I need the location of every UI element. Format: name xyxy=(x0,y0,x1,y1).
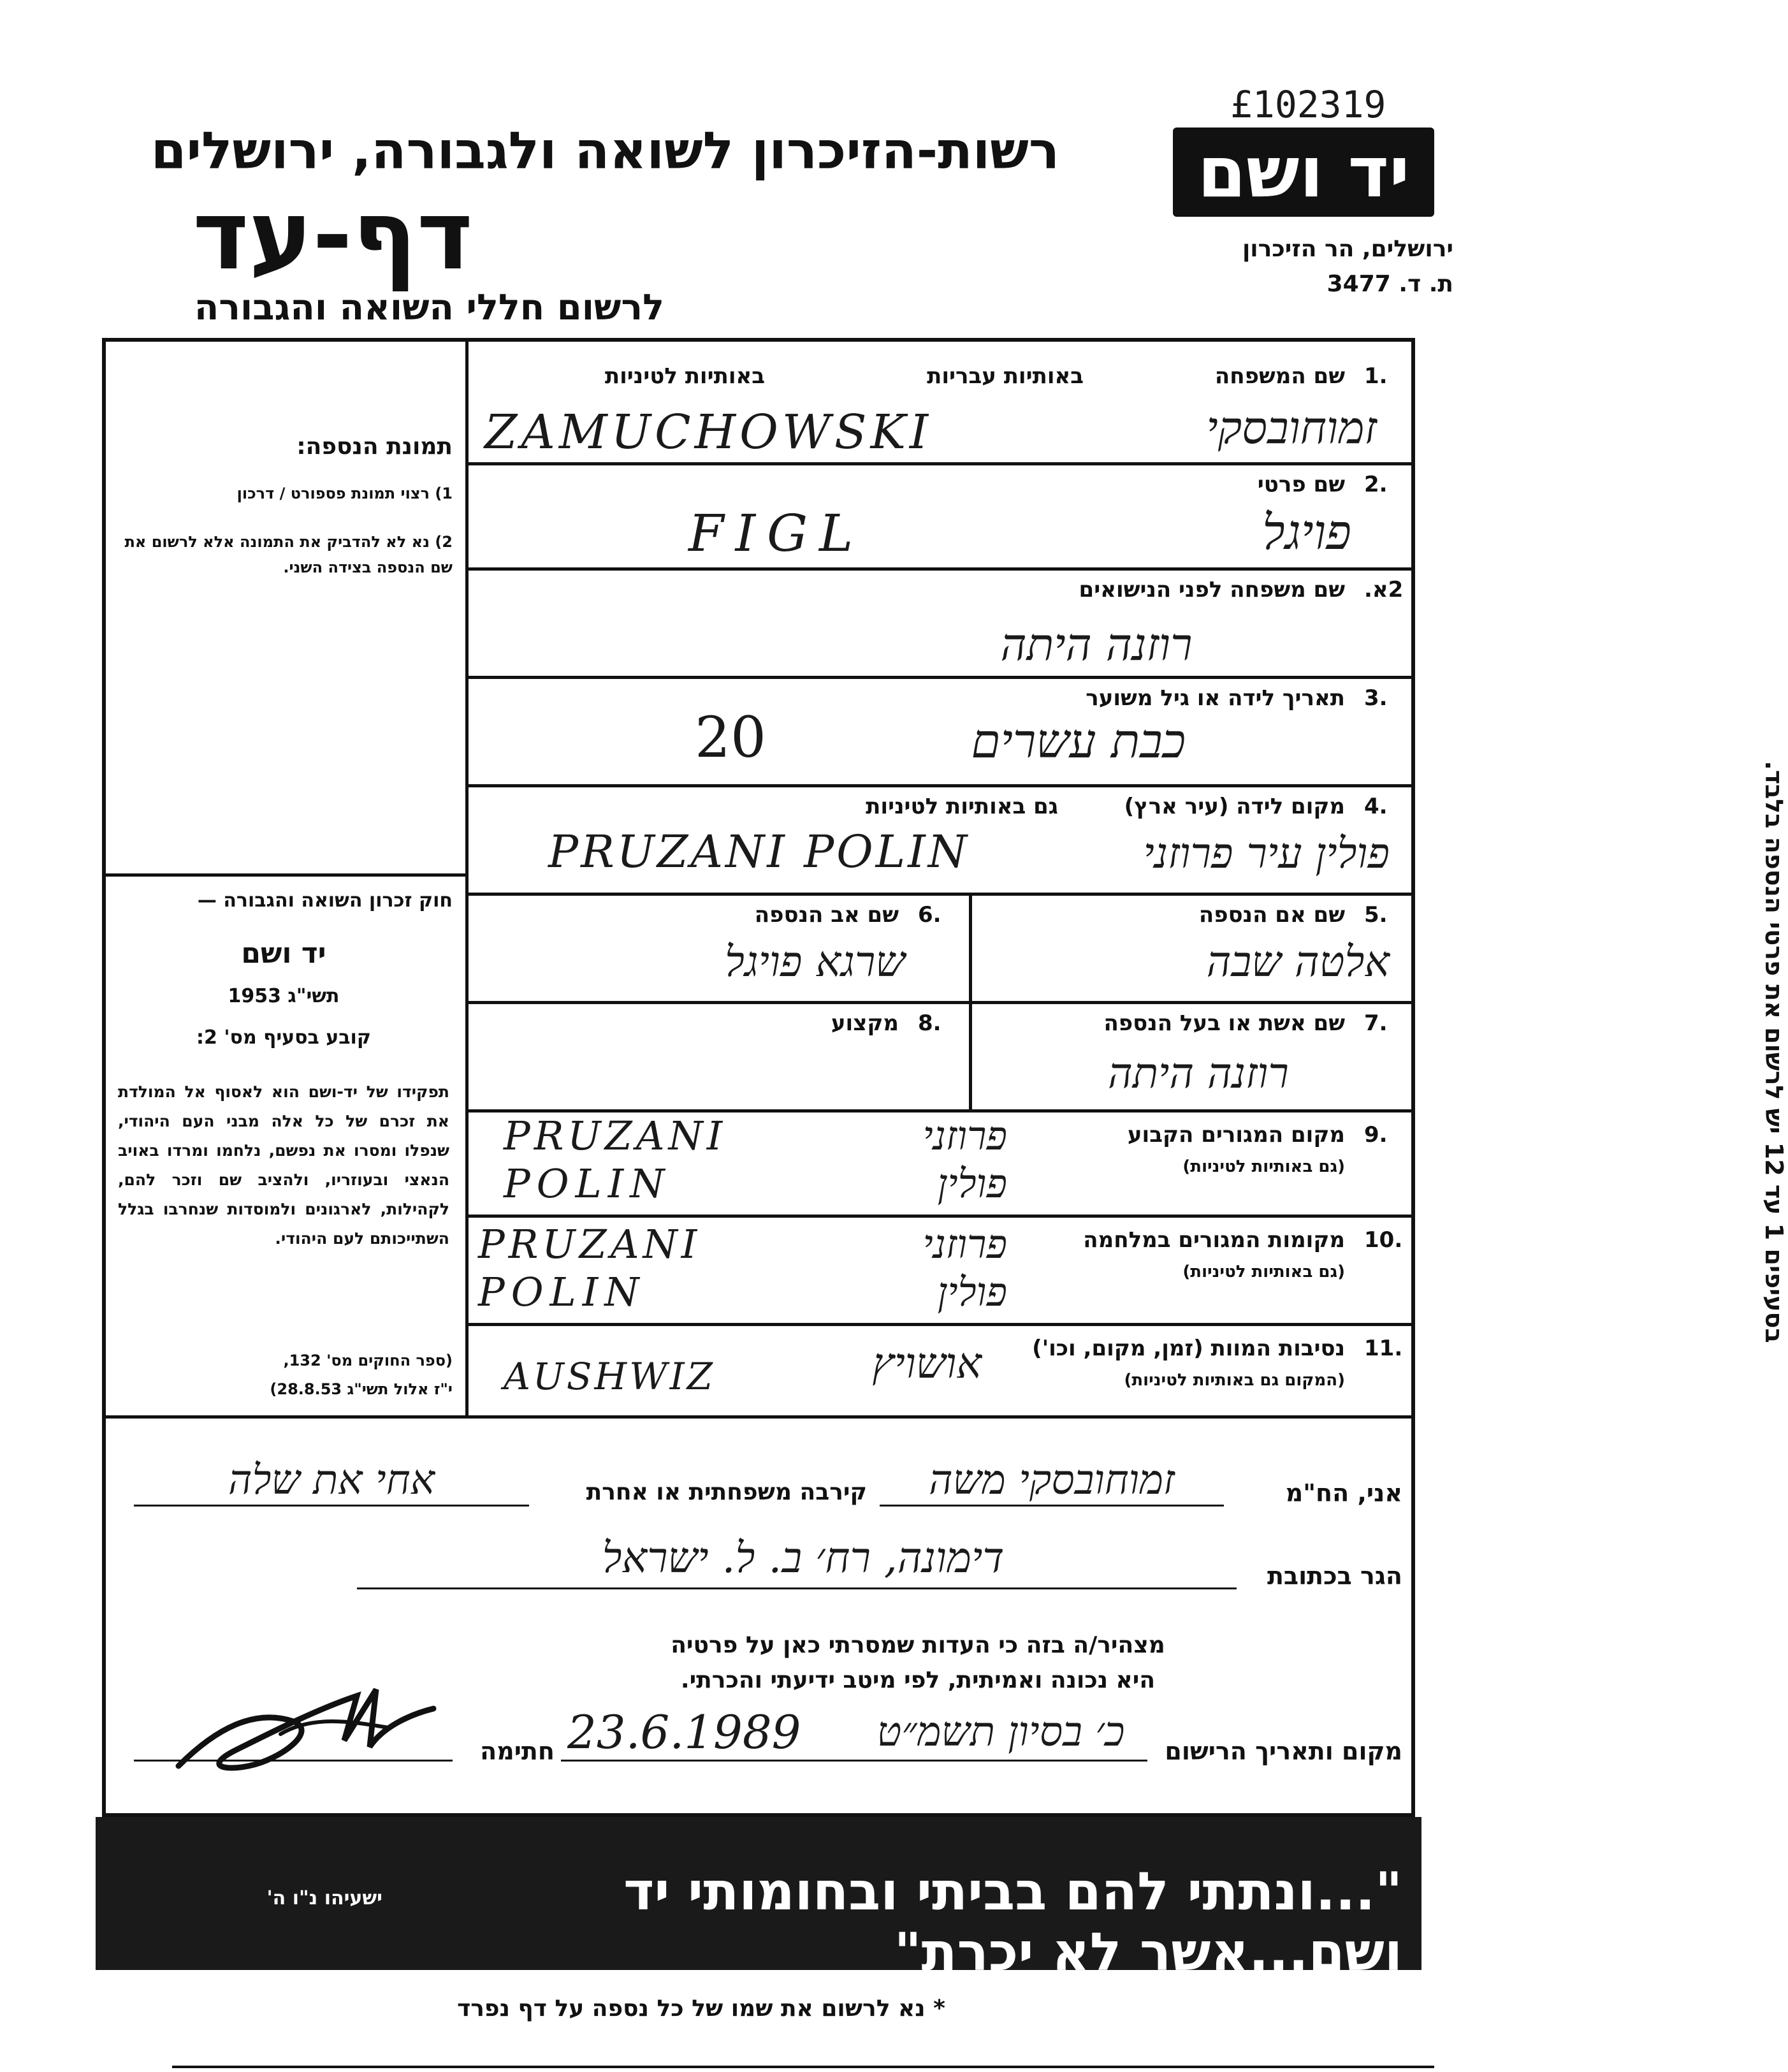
field9-value-he1: פרוזני xyxy=(922,1113,1007,1159)
field10-label: מקומות המגורים במלחמה xyxy=(1083,1227,1345,1253)
field7-num: .7 xyxy=(1364,1010,1388,1036)
address-line1: ירושלים, הר הזיכרון xyxy=(1242,236,1453,262)
declaration-relation: אחי את שלה xyxy=(228,1457,435,1504)
address-line2: ת. ד. 3477 xyxy=(1326,271,1453,297)
field10-value-latin2: POLIN xyxy=(478,1269,646,1315)
footer-note: * נא לרשום את שמו של כל נספה על דף נפרד xyxy=(457,1995,945,2022)
field11-value-he: אושויץ xyxy=(872,1339,982,1388)
side-note: בסעיפים 1 עד 12 יש לרשום את פרטי הנספה בלבד. xyxy=(1760,761,1788,1343)
field2a-value-he: רוזנה היתה xyxy=(1000,618,1193,671)
photo-box-title: תמונת הנספה: xyxy=(296,434,453,460)
field11-label2: (המקום גם באותיות לטיניות) xyxy=(1124,1371,1345,1390)
banner-quote: "...ונתתי להם בביתי ובחומותי יד ושם...אשר לא יכרת" xyxy=(623,1862,1402,1983)
field3-value-he: כבת עשרים xyxy=(971,714,1186,769)
field11-num: .11 xyxy=(1364,1336,1403,1361)
field10-value-he1: פרוזני xyxy=(922,1221,1007,1267)
field11-label: נסיבות המוות (זמן, מקום, וכו') xyxy=(1032,1336,1345,1361)
field5-value-he: אלטה שבה xyxy=(1206,937,1390,986)
declaration-date: 23.6.1989 xyxy=(567,1705,801,1759)
field10-value-latin1: PRUZANI xyxy=(478,1221,701,1267)
law-body: תפקידו של יד-ושם הוא לאסוף אל המולדת את זכרם של כל אלה מבני העם היהודי, שנפלו ומסרו את נפשם, נלחמו ומרדו באויב הנאצי ובעוזריו, ולהציב שם וזכר להם, לקהילות, לארגונים ולמוסדות שנחרבו בגלל השתייכותם לעם היהודי. xyxy=(118,1083,449,1248)
field3-label: תאריך לידה או גיל משוער xyxy=(1086,685,1345,711)
declaration-signature-label: חתימה xyxy=(480,1737,555,1765)
declaration-statement1: מצהיר/ה בזה כי העדות שמסרתי כאן על פרטיה xyxy=(671,1632,1165,1658)
field2-label: שם פרטי xyxy=(1257,472,1345,497)
declaration-place-date-label: מקום ותאריך הרישום xyxy=(1165,1737,1402,1765)
field1-label: שם המשפחה xyxy=(1214,363,1345,389)
field9-label2: (גם באותיות לטיניות) xyxy=(1182,1157,1345,1176)
field6-num: .6 xyxy=(918,902,941,928)
left-column-divider xyxy=(465,338,469,1415)
field8-label: מקצוע xyxy=(831,1010,899,1036)
field9-value-he2: פולין xyxy=(937,1160,1007,1207)
field9-value-latin2: POLIN xyxy=(504,1160,671,1207)
law-title: חוק זכרון השואה והגבורה — xyxy=(197,889,453,912)
field5-label: שם אם הנספה xyxy=(1198,902,1345,928)
field1-num: .1 xyxy=(1364,363,1388,389)
org-title: רשות-הזיכרון לשואה ולגבורה, ירושלים xyxy=(150,121,1059,180)
serial-number: £102319 xyxy=(1230,83,1386,126)
declaration-address-label: הגר בכתובת xyxy=(1267,1562,1402,1590)
declaration-address: דימונה, רח׳ ב. ל. ישראל xyxy=(602,1533,1005,1582)
field10-value-he2: פולין xyxy=(937,1269,1007,1315)
field10-label2: (גם באותיות לטיניות) xyxy=(1182,1262,1345,1281)
field2-value-latin: FIGL xyxy=(688,504,865,563)
field7-value-he: רוזנה היתה xyxy=(1108,1049,1289,1098)
photo-box-item2: 2) נא לא להדביק את התמונה אלא לרשום את שם הנספה בצידה השני. xyxy=(124,533,453,576)
field1-value-he: זמוחובסקי xyxy=(1206,402,1377,454)
field3-num: .3 xyxy=(1364,685,1388,711)
field1-value-latin: ZAMUCHOWSKI xyxy=(484,405,933,460)
declaration-date-he: כ׳ בסיון תשמ״ט xyxy=(876,1709,1125,1756)
field1-col-hebrew: באותיות עבריות xyxy=(927,363,1084,389)
field4-label2: גם באותיות לטיניות xyxy=(866,794,1058,819)
field8-num: .8 xyxy=(918,1010,941,1036)
field4-num: .4 xyxy=(1364,794,1388,819)
left-split xyxy=(102,873,469,877)
field2-value-he: פויגל xyxy=(1262,504,1351,560)
field7-label: שם אשת או בעל הנספה xyxy=(1103,1010,1345,1036)
field3-value-num: 20 xyxy=(695,704,766,770)
footer-rule xyxy=(172,2066,1434,2068)
photo-box-item1: 1) רצוי תמונת פספורט / דרכון xyxy=(236,485,453,502)
field2a-label: שם משפחה לפני הנישואים xyxy=(1079,577,1345,602)
law-year: תשי"ג 1953 xyxy=(228,985,340,1007)
declaration-relation-label: קירבה משפחתית או אחרת xyxy=(586,1479,867,1505)
law-source2: י"ז אלול תשי"ג 28.8.53) xyxy=(270,1380,453,1398)
declaration-statement2: היא נכונה ואמיתית, לפי מיטב ידיעתי והכרתי. xyxy=(680,1667,1156,1693)
field9-label: מקום המגורים הקבוע xyxy=(1127,1122,1345,1148)
field4-value-latin: PRUZANI POLIN xyxy=(548,826,970,878)
banner-source: ישעיהו נ"ו ה' xyxy=(266,1887,382,1909)
law-source1: (ספר החוקים מס' 132, xyxy=(283,1352,453,1369)
field9-num: .9 xyxy=(1364,1122,1388,1148)
law-name: יד ושם xyxy=(241,937,326,970)
signature-image xyxy=(166,1670,446,1785)
field9-value-latin1: PRUZANI xyxy=(504,1113,727,1159)
field4-label: מקום לידה (עיר ארץ) xyxy=(1124,794,1345,819)
page-title: דף-עד xyxy=(193,180,473,291)
field2-num: .2 xyxy=(1364,472,1388,497)
quote-banner xyxy=(96,1817,1421,1983)
field5-num: .5 xyxy=(1364,902,1388,928)
field11-value-latin: AUSHWIZ xyxy=(504,1355,715,1398)
declaration-ani: אני, הח"מ xyxy=(1285,1479,1402,1507)
field4-value-he: פולין עיר פרוזני xyxy=(1143,829,1390,878)
field6-value-he: שרגא פויגל xyxy=(725,937,905,986)
field1-col-latin: באותיות לטיניות xyxy=(604,363,765,389)
yad-vashem-logo: יד ושם xyxy=(1173,128,1434,217)
law-clause: קובע בסעיף מס' 2: xyxy=(196,1026,371,1049)
declaration-name: זמוחובסקי משה xyxy=(929,1457,1175,1504)
field6-label: שם אב הנספה xyxy=(754,902,899,928)
field10-num: .10 xyxy=(1364,1227,1403,1253)
field2a-num: 2א. xyxy=(1364,577,1404,602)
subtitle: לרשום חללי השואה והגבורה xyxy=(194,287,664,328)
